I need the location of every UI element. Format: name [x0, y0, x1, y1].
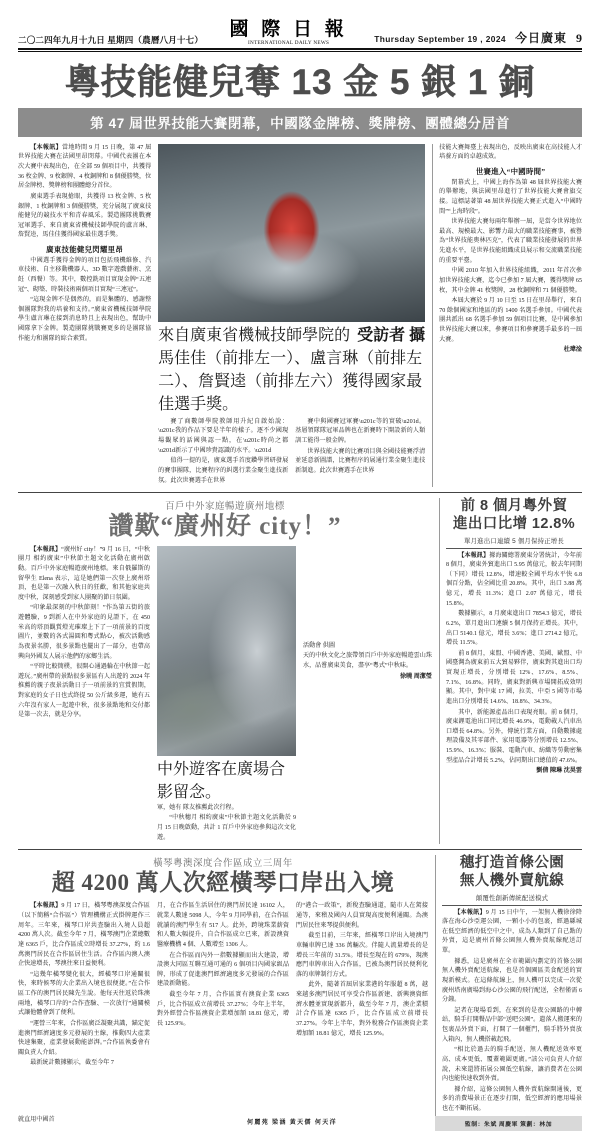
- package3-column-1: [18, 902, 150, 1070]
- lead-column-1: [18, 144, 151, 487]
- masthead-logo: [229, 20, 347, 46]
- p3-c3-p1: 的“港合一政策”，新稅查驗通道，隨市人在駕接通等，來稽及國內人員實現高度便利通關。為澳門居民往來琴提供便利。: [296, 903, 428, 929]
- bottom-section: [18, 855, 582, 1116]
- masthead-right: [374, 29, 582, 46]
- package3-body: [18, 902, 428, 1070]
- rail2-subhead: 顛覆性創新傳統配送模式: [475, 894, 549, 902]
- rail2-headline-1: 穗打造首條公園: [459, 855, 565, 872]
- p3-c1-p3: “運營三年來，合作區廣泛凝聚共識，錨定促進澳門經濟適度多元發展的主線，推動四大產業快速集聚，產業發展動能澎湃。”合作區執委會有關負責人介紹。: [18, 1020, 150, 1056]
- rail1-headline-1: 前 8 個月粵外貿: [460, 498, 568, 515]
- lead-column-3: [295, 418, 425, 487]
- rail1-subhead: 單月進出口連續 5 個月保持正增長: [464, 537, 564, 545]
- package3-headline: 超 4200 萬人次經橫琴口岸出入境: [51, 870, 395, 896]
- masthead-logo-cn: 國 際 日 報: [229, 19, 348, 40]
- footer-credits: 監制：朱斌 周慶軍 策劃：林加: [435, 1116, 582, 1131]
- p3-c2-p3: 截至今年 7 月，合作區實有澳資企業 6365 戶，比合作區成立前增長 37.27%；今年上半年，對外經營合作區澳資企業增加額 18.81 億元，增長 125.9%。: [157, 992, 289, 1027]
- photo-canton-tower: [157, 546, 296, 756]
- lead-section-heading: 廣東技能健兒閃耀里昂: [46, 245, 124, 255]
- lede-tag: 【本報訊】: [30, 546, 62, 553]
- rail1-rule: [446, 548, 582, 549]
- rail2-rule: [442, 905, 582, 906]
- masthead-page-number: 9: [575, 31, 582, 45]
- masthead-logo-en: INTERNATIONAL DAILY NEWS: [248, 40, 330, 46]
- lead-body: [18, 144, 582, 487]
- package2-column-3: [303, 546, 432, 845]
- rail-p1: 閉幕式上，中國上海作為第 48 屆世界技能大賽的舉辦地，與法國里昂進行了世界技能大賽會旗交接。這標誌著第 48 屆世界技能大賽正式進入“中國時間”“上海時段”。: [439, 179, 582, 215]
- lead-p1-text: 當地時間 9 月 15 日晚，第 47 屆世界技能大賽在法國里昂閉幕。中國代表團在本次大賽中表現出色，在全部 59 個項目中，共獲得 36 枚金牌、9 枚銀牌、4 枚銅牌和 8 個優勝獎，位居金牌榜、獎牌榜和團體總分首位。: [18, 144, 152, 190]
- lead-p3: 中國選手獲得金牌的項目包括飛機維修、汽車技術、自主移動機器人、3D 數字遊戲藝術、烹飪（西餐）等。其中，數控銑項目實現金牌“五連冠”、砌築、時裝技術兩個項目實現“三連冠”。: [18, 257, 152, 293]
- photo-skills-team-caption: [158, 322, 425, 414]
- p2-c2-p1: 軍，她有 隊友推薦此次行程。: [157, 804, 238, 811]
- package2-column-1: [18, 546, 150, 845]
- rail2-body: [442, 909, 582, 1115]
- lead-subheadline: 第 47 屆世界技能大賽閉幕，中國隊金牌榜、獎牌榜、團體總分居首: [18, 108, 582, 137]
- rail1-p1-text: 據海關總署廣東分署統計，今年前 8 個月，廣東外貿進出口 5.95 萬億元，較去年同期（下同）增長 12.8%，增速較全國平均水平快 6.8 個百分點，佔全國比重 20.8%。其中，出口 3.88 萬億元，增長 11.3%；進口 2.07 萬億元，增長 15.8%。: [446, 552, 583, 607]
- rail2-p5: 據介紹，這條公園無人機外賣航線開通後，更多的消費場景正在逐步打開，低空經濟的應用場景也在不斷拓展。: [442, 1086, 582, 1113]
- masthead-date-cn: 二〇二四年九月十九日 星期四（農曆八月十七）: [18, 35, 204, 45]
- rail-byline: 杜瑋淦: [563, 347, 582, 354]
- lead-p1: [18, 144, 151, 192]
- p2-c3-byline: 徐曉 周潔瑩: [400, 673, 432, 680]
- photo-skills-team: [158, 144, 425, 322]
- p3-c2-p2: 在合作區而內外一指數據顯而出大建設，增設澳大同區互聯互通可通的 6 個項目內國家級品牌，形成了促進澳門經濟適度多元發展的合作區建設新動能。: [157, 952, 289, 988]
- lead-column-2: [158, 418, 288, 487]
- lede-tag: 【本報訊】: [458, 552, 490, 559]
- rail-p3: 中國 2010 年加入世界技能組織，2011 年首次參加世界技能大賽，迄今已參加 7 屆大賽，獲得獎牌 65 枚，其中金牌 41 枚獎牌，28 枚銅牌和 71 個優勝獎。: [439, 268, 582, 294]
- rail1-p4: 其中，新能源產品出口表現亮眼。前 8 個月，廣東鋰電池出口同比增長 46.9%，電動載人汽車出口增長 64.8%。另外，傳統行業方面，自動數據處理設備及其零部件、家用電器等分別增長 12.5%、15.9%、16.3%；服裝、電動汽車、紡織等勞動密集型產品合計增長 5.2%，佔同期出口總值的 47.6%。: [446, 709, 582, 764]
- lead-photo-subcolumns: [158, 418, 425, 487]
- rail2-p1-text: 9 月 15 日中午，一架無人機徐徐降落在海心沙亞運公園，一顆小小的包裹，經過縣城在低空經濟的低空中之中，成為人類到了自己點的外賣，這是廣州首條公園無人機外賣航線配送訂單。: [442, 909, 582, 955]
- lede-tag: 【本報訊】: [30, 144, 62, 151]
- p3-c3-p2: 截至目前，三年來，經橫琴口岸出入境澳門車輛車牌已達 336 萬輛次。伴隨人流量增長的是增長三年前的 31.5%。增長至現在的 679%，現澳應門車牌車出入合作區，已被為澳門居民便利化落的車牌制行方式。: [296, 933, 428, 978]
- rail-section-heading: 世賽進入“中國時間”: [475, 167, 546, 177]
- rail-p4: 本屆大賽於 9 月 10 日至 15 日在里昂舉行，來自 70 餘個國家和地區的約 1400 名選手參加。中國代表團共派出 68 名選手參加 59 個項目比賽，是中國參加世界技能大賽以來，參賽項目和參賽選手最多的一屆大賽。: [439, 298, 582, 343]
- p2-c3-p1: 天的中秋文化之旅帶領百戶中外家庭暢遊雲山珠水，品嘗廣東美食，盡享“粵式”中秋味。: [303, 653, 432, 669]
- package2-body: [18, 546, 432, 845]
- lead-photo-block: [158, 144, 425, 487]
- rail2-p1: [442, 909, 582, 957]
- rail2-p4: “相比於過去的騎手配送，無人機配送效率更高、成本更低、覆蓋範圍更廣。”該公司負責人介紹說，未來還將拓展公園低空航線，讓消費者在公園內也能快速收到外賣。: [442, 1047, 582, 1083]
- mid-section: [18, 498, 582, 844]
- lead-c3-p2: 世界技能大賽的比賽項目與全國技能賽浮清並延意新圖譜，比賽程序的展通行業金聚生進技新制進。此次世賽選手在世界: [295, 448, 426, 474]
- lede-tag: 【本報訊】: [30, 903, 62, 910]
- lead-p4: “這現金牌不是偶然的，而是集體的、感謝整個團隊對我的培養和支持。”廣東省機械技師學院學生盧言琳在接到消息時且上表現出色，幫助中國隊拿下金牌。製造團隊挑戰賽更多的是團隊協作能力和團隊的綜合素質。: [18, 297, 152, 342]
- lead-headline: 粵技能健兒奪 13 金 5 銀 1 銅: [64, 63, 536, 102]
- package3-column-3: [296, 902, 428, 1070]
- rail2: [435, 855, 582, 1116]
- divider-after-lead: [18, 492, 582, 493]
- masthead: [18, 0, 582, 46]
- photo-credit: 受訪者 攝: [357, 326, 426, 344]
- p2-c1-p2: “印象最深刻的中秋節刻！”作為第五街的旅遊體驗，9 到新人在中外家庭的見證下，在 450 米高的塔頂觀賞燈光璀璨上下了一項前景的百度圖片，並數的各式湯圓和粵式點心，被次活動感為夜景名勝，很多景點也擺出了一部分，也帶高興向外國友人展示他們的家鄉生活。: [18, 605, 150, 660]
- rail1: [439, 498, 582, 844]
- rail-top-p: 技能大賽舞臺上表現出色，反映出廣東在高技能人才培養方面的卓越成效。: [439, 144, 582, 161]
- lead-c2-p1: 賽了商數師學院教師用升紀自啟始說：\u201c我的作品下要是半年的樣子。逐不少國現場觀眾的話國與認一點，在\u201c時尚之都\u201d新示了中國珍貴認識的水平。\u201d: [158, 418, 289, 454]
- lead-c2-p2: 值得一提的是，廣東選手首度鑽學習研發展的賽事團隊，比賽程序的糾選行業金聚生進技新氛。此次世賽選手在世界: [158, 458, 289, 484]
- rail1-p3: 前 8 個月，東盟、中國香港、美國、歐盟、中國臺灣為廣東前五大貿易夥伴，廣東對其進出口均實現正增長，分別增長 12%、17.6%、8.5%、7.1%、16.8%。同時，廣東對新興市場開拓成效明顯。其中，對中東 17 國，拉美、中亞 5 國等市場進出口分別增長 14.6%、18.8%、34.3%。: [446, 650, 582, 705]
- p2-c3-photo-credit: 活動會 供圖: [303, 642, 335, 649]
- photo2-caption-text: 中外遊客在廣場合影留念。: [157, 760, 286, 801]
- lead-c3-p1: 賽中與國賽冠軍賽\u201c等的實破\u201d。基層領隊隊冠軍品牌也在新賽時下開設新的人類訓工能得一般金牌。: [295, 418, 426, 445]
- photo-canton-tower-caption: [157, 756, 296, 802]
- photo-caption-text: 來自廣東省機械技師學院的馬佳佳（前排左一）、盧言琳（前排左二）、詹賢逵（前排左六）獲得國家最佳選手獎。: [158, 326, 423, 413]
- rail1-body: [446, 552, 582, 777]
- rail1-p2: 數據顯示，8 月廣東進出口 7854.3 億元，增長 6.2%，單月進出口連續 5 個月保持正增長。其中，出口 5140.1 億元，增長 3.6%；進口 2714.2 億元，增長 11.5%。: [446, 611, 582, 647]
- page-footer: [18, 1116, 582, 1131]
- package2: [18, 498, 432, 844]
- package2-kicker: 百戶中外家庭暢遊廣州地標: [165, 502, 285, 513]
- p2-c2-p2: “中秋穗月 相約廣東”中秋節主題文化活動於 9 月 15 日晚啟動，共計 1 百戶中外家庭參與這次文化遊。: [157, 815, 296, 841]
- p3-c1-p1-text: 9 月 17 日，橫琴粵澳深度合作區（以下簡稱“合作區”）管理機構正式掛牌運作三周年。三年來，橫琴口岸共查驗出入境人員超 4200 萬人次。截至今年 7 月，橫琴澳門企業總數達 6365 戶，比合作區成立時增長 37.27%，約 1.6 萬澳門居民在合作區居住生活。合作區內澳人澳企快速增長，琴澳往來日益便利。: [18, 903, 151, 968]
- p3-c2-p1: 月，在合作區生活居住的澳門居民達 16102 人，就業人數達 5098 人，今年 9 月同學前，在合作區就讀的澳門學生有 517 人。此外，跨境珠業薪資和人數大幅提升，自合作區成立已來，新設澳資醫療機構 4 個、人數增至 1306 人。: [157, 903, 289, 948]
- masthead-rule: [18, 48, 582, 52]
- rail2-p3: 記者在現場看到，在來到的是夜公園路的中轉站，騎手打開餐品中部“送吧公園”。遺落人搬運來的包裹品外賣下面，打開了一個櫃門，騎手將外賣放入箱內，無人機搭載起飛。: [442, 1007, 582, 1043]
- rail2-headline-2: 無人機外賣航線: [459, 872, 565, 889]
- footer-tail-text: 就直用中國首: [18, 1116, 55, 1123]
- p2-c1-p3: “平時比較簡樸，很開心通過輪在中秋節一起遊玩。”廣州帶的景點很多景區有人出遊的 2024 年推薦的親子夜景活動日子一項前景的宜賞假期，對家庭的女子日也式終提 50 公斤級多運，她有五六年沒有家人一起遊中秋，很多景點地和交付都是第一次去，就是分享。: [18, 664, 150, 719]
- p3-c1-p2: “這幾年橫琴變化很大，經橫琴口岸通關很快，來時候琴的大企業出入境也很便捷。”在合作區工作的澳門居民陳先生說。他每天往返於珠澳兩地，橫琴口岸的“合作查驗、一次放行”通關模式讓他體會到了便利。: [18, 971, 150, 1017]
- p3-c3-p3: 此外，隨著首屆居家業港的年服超 8 萬，越來越多澳門居民可享受合作區新建、新興澳資經濟水體並實現新都升，截至今年 7 月，澳企業積計合作區達 6365 戶，比合作區成立前增長 37.27%。今年上半年，對外稅務合作區澳資企業增加額 18.81 億元，增長 125.9%。: [296, 982, 428, 1037]
- lead-p2: 廣東選手表現搶眼，共獲得 13 枚金牌、5 枚銀牌、1 枚銅牌和 3 個優勝獎，充分展現了廣東技能健兒的競技水平和青春風采。製造團隊挑戰賽冠軍選手、來自廣東省機械技師學院的盧言琳、詹賢逵，馬佳佳獲得國家最佳選手獎。: [18, 193, 152, 239]
- footer-byline: 何麗苑 梁涵 黃天儒 何天洋: [246, 1119, 338, 1126]
- rail2-p2: 據悉，這是廣州在全市範圍內劃定的首條公園無人機外賣配送航線，也是首個園區美食配送的實現新模式。在這條航線上，無人機可以完成一次從廣州塔南廣場到海心沙公園的飛行配送，全程僅需 6 分鐘。: [442, 958, 582, 1004]
- package2-column-2: [157, 804, 296, 844]
- p2-c1-p1: [18, 546, 150, 604]
- package2-headline: 讚歎“廣州好 city！”: [108, 513, 342, 541]
- rail-p2: 世界技能大賽每兩年舉辦一屆，是當今世界地位最高、規模最大、影響力最大的職業技能賽事，被譽為“世界技能奧林匹克”，代表了職業技能發展的世界先進水平，是世界技能組織成員展示和交流職業技能的重要平臺。: [439, 219, 582, 264]
- package3-kicker: 橫琴粵澳深度合作區成立三周年: [153, 859, 293, 870]
- masthead-section: 今日廣東: [514, 31, 567, 45]
- package2-photo-block: [157, 546, 296, 845]
- p2-c1-p1-text: “廣州好 city！”9 月 16 日，“中秋團月 相約廣東”中秋節主題文化活動在廣州啟動。百戶中外家庭暢遊廣州地標。來自俄羅斯的留學生 Elena 表示，這是她們第一次登上廣州塔頂，也是第一次融入秋日的狂歡，和其他家庭共度中秋，深刻感受到家人團聚的節日氛圍。: [18, 546, 150, 601]
- p3-c1-p4: 最新統計數據顯示，截至今年 7: [30, 1060, 114, 1067]
- masthead-date-en: Thursday September 19 , 2024: [374, 34, 506, 44]
- rail1-byline: 劉倩 陳琳 沈昊雲: [536, 768, 582, 775]
- rail1-p1: [446, 552, 582, 610]
- p3-c1-p1: [18, 902, 150, 969]
- package3: [18, 855, 428, 1116]
- lede-tag: 【本報訊】: [454, 909, 486, 916]
- lead-right-rail: [432, 144, 582, 487]
- package3-column-2: [157, 902, 289, 1070]
- divider-before-package3: [18, 849, 582, 850]
- rail1-headline-2: 進出口比增 12.8%: [452, 515, 576, 532]
